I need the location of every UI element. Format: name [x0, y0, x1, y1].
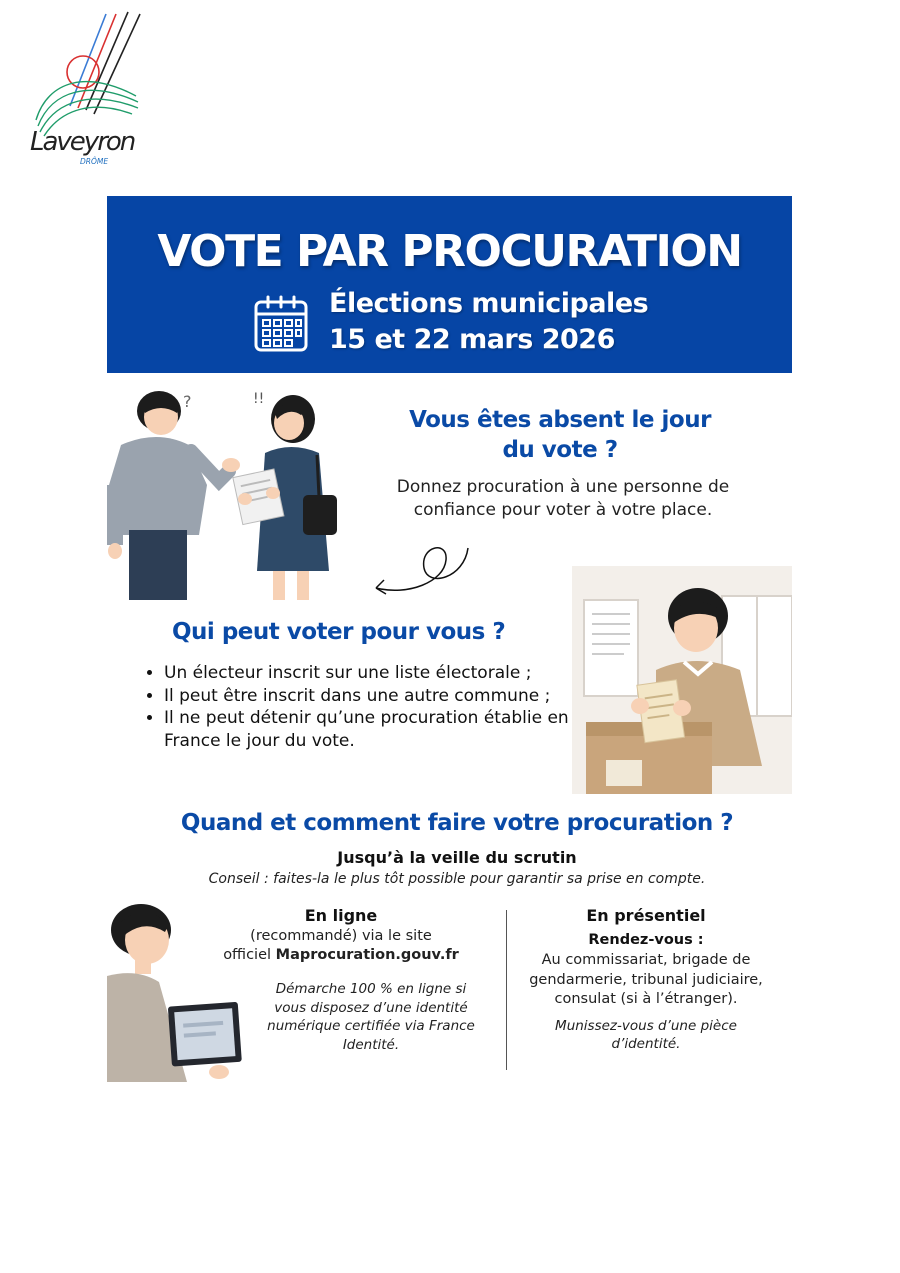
municipality-logo: [28, 10, 146, 170]
calendar-icon: [253, 294, 309, 354]
column-divider: [506, 910, 507, 1070]
svg-text:!!: !!: [253, 391, 265, 407]
curly-arrow-icon: [368, 538, 474, 602]
who-heading: Qui peut voter pour vous ?: [172, 619, 506, 645]
absent-text: Donnez procuration à une personne de confiance pour voter à votre place.: [396, 477, 730, 520]
two-people-illustration: [107, 385, 347, 600]
man-voting-illustration: [572, 566, 792, 794]
election-name: Élections municipales: [329, 288, 649, 319]
absent-heading: Vous êtes absent le jour du vote ?: [409, 407, 711, 463]
inperson-note: Munissez-vous d’une pièce d’identité.: [555, 1017, 737, 1052]
page-title: VOTE PAR PROCURATION: [157, 226, 742, 277]
list-item: • Il ne peut détenir qu’une procuration établie en France le jour du vote.: [164, 707, 594, 752]
online-note: Démarche 100 % en ligne si vous disposez d’une identité numérique certifiée via France Identité.: [267, 981, 475, 1053]
banner-subtitle: [329, 286, 648, 358]
maprocuration-link[interactable]: Maprocuration.gouv.fr: [275, 947, 459, 963]
when-heading: Quand et comment faire votre procuration ?: [180, 810, 734, 836]
logo-subtext: DRÔME: [80, 157, 109, 166]
online-site-line: [210, 946, 472, 965]
who-list: [146, 662, 594, 752]
deadline-text: Jusqu’à la veille du scrutin: [337, 848, 577, 867]
logo-text: Laveyron: [30, 127, 135, 157]
list-item: • Il peut être inscrit dans une autre commune ;: [164, 685, 594, 708]
online-column: [210, 905, 472, 965]
online-site-prefix: officiel: [223, 947, 276, 963]
inperson-rdv: Rendez-vous :: [588, 932, 704, 948]
inperson-places: Au commissariat, brigade de gendarmerie, tribunal judiciaire, consulat (si à l’étranger).: [529, 952, 763, 1007]
title-banner: [107, 196, 792, 373]
svg-text:?: ?: [183, 392, 192, 411]
inperson-title: En présentiel: [586, 906, 706, 925]
list-item: • Un électeur inscrit sur une liste électorale ;: [164, 662, 594, 685]
online-description: (recommandé) via le site: [250, 928, 432, 944]
election-dates: 15 et 22 mars 2026: [329, 324, 615, 355]
advice-text: Conseil : faites-la le plus tôt possible pour garantir sa prise en compte.: [208, 871, 706, 887]
online-title: En ligne: [304, 906, 378, 925]
inperson-column: [528, 905, 764, 1054]
